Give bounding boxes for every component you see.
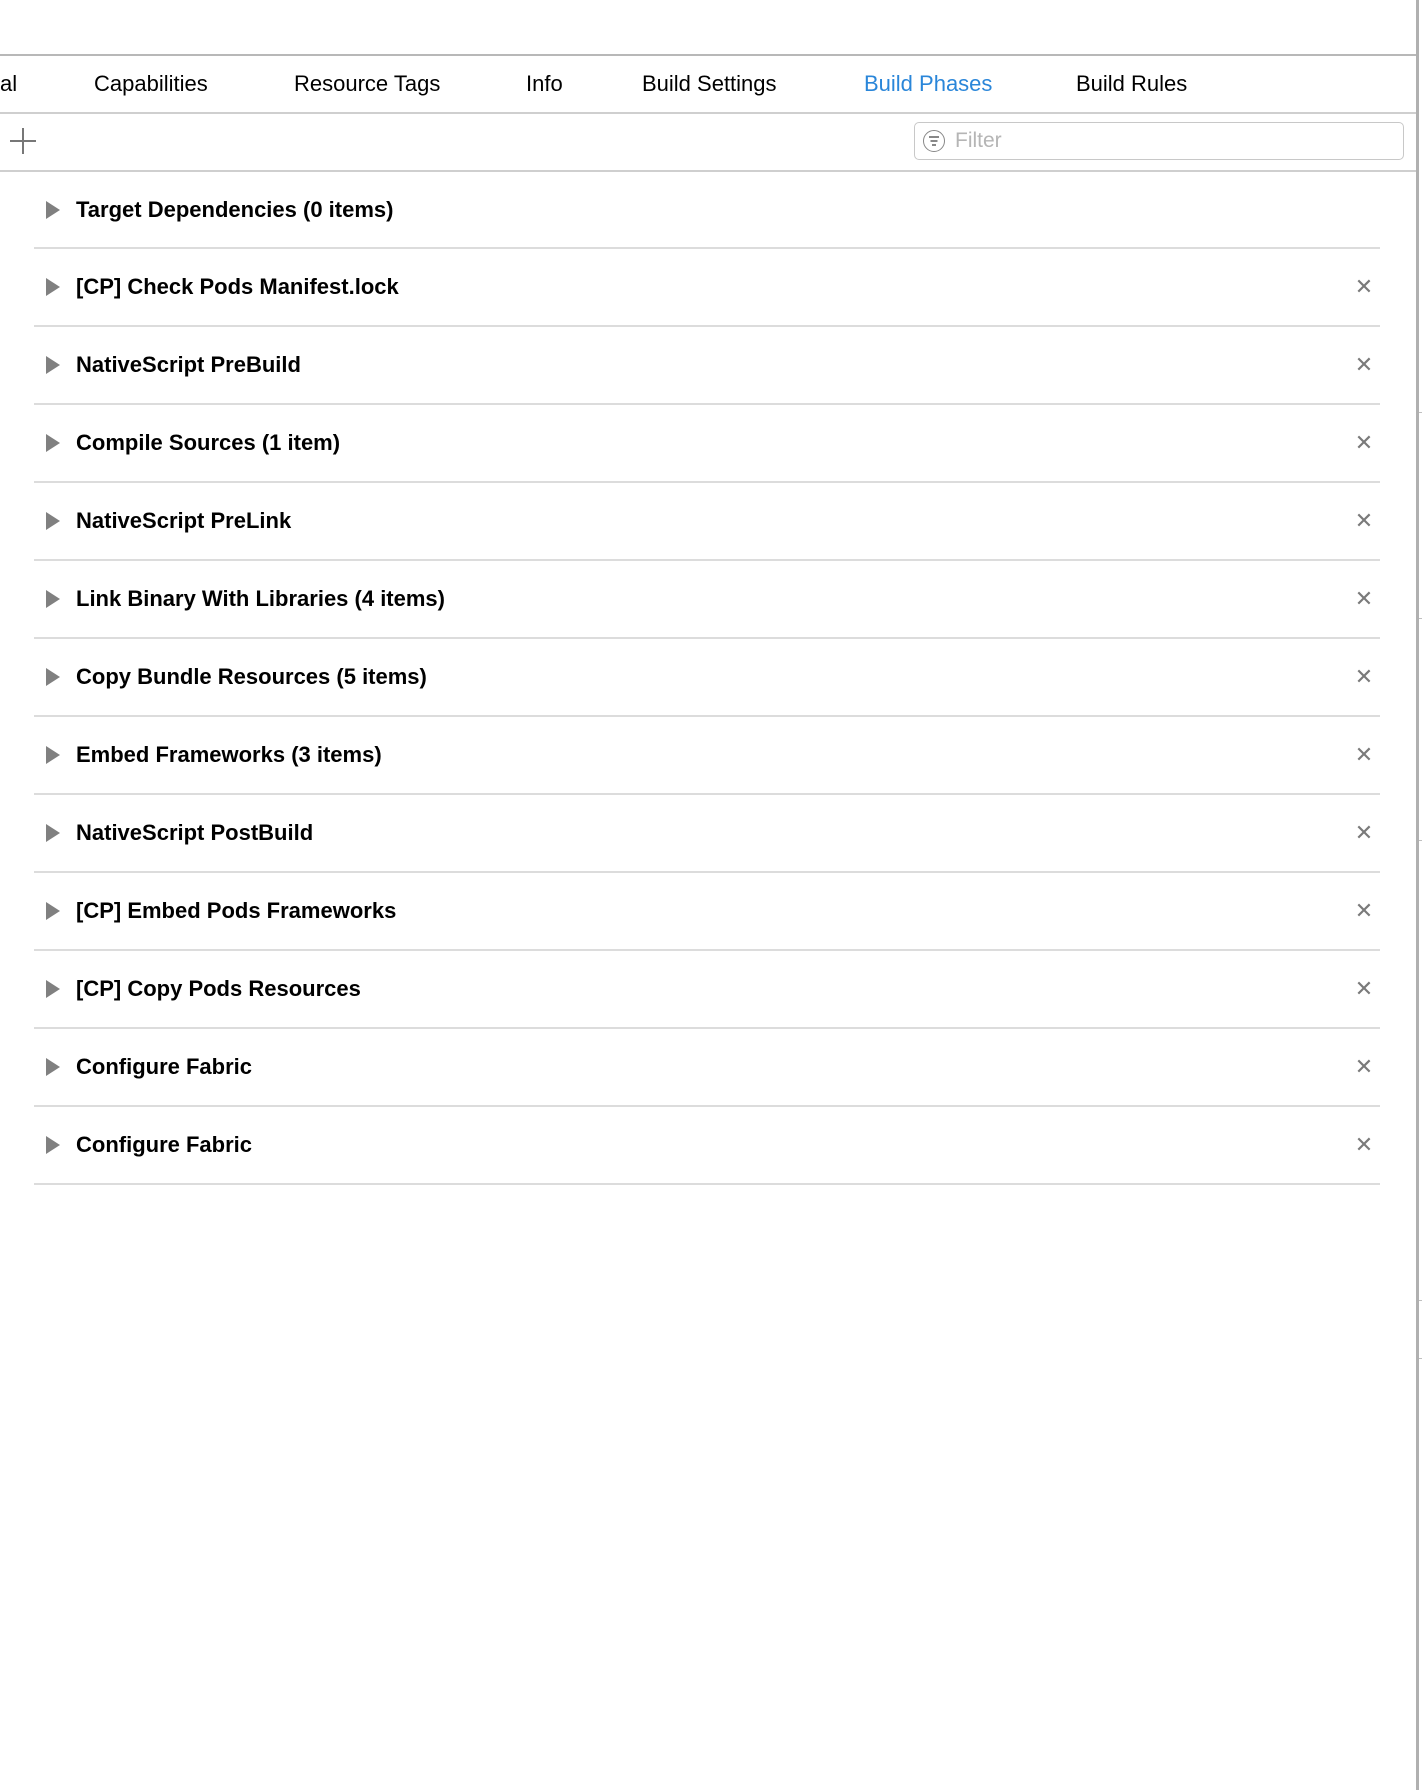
add-phase-button[interactable] xyxy=(10,128,36,154)
build-phase-title: [CP] Check Pods Manifest.lock xyxy=(76,274,399,299)
disclosure-triangle-icon[interactable] xyxy=(46,980,60,998)
delete-phase-close-icon[interactable]: ✕ xyxy=(1354,898,1374,923)
build-phase-row[interactable] xyxy=(34,1107,1380,1185)
build-phase-row[interactable] xyxy=(34,561,1380,639)
tab-build-settings[interactable]: Build Settings xyxy=(642,71,777,96)
tab-build-rules[interactable]: Build Rules xyxy=(1076,71,1188,96)
disclosure-triangle-icon[interactable] xyxy=(46,590,60,608)
delete-phase-close-icon[interactable]: ✕ xyxy=(1354,1054,1374,1079)
build-phase-row[interactable] xyxy=(34,172,1380,249)
build-phase-title: Configure Fabric xyxy=(76,1054,253,1079)
build-phase-title: [CP] Embed Pods Frameworks xyxy=(76,898,397,923)
delete-phase-close-icon[interactable]: ✕ xyxy=(1354,664,1374,689)
disclosure-triangle-icon[interactable] xyxy=(46,746,60,764)
build-phase-title: NativeScript PreBuild xyxy=(76,352,301,377)
tab-resource-tags[interactable]: Resource Tags xyxy=(294,71,441,96)
phases-toolbar xyxy=(0,114,1417,170)
delete-phase-close-icon[interactable]: ✕ xyxy=(1354,586,1374,611)
build-phase-row[interactable] xyxy=(34,327,1380,405)
build-phase-row[interactable] xyxy=(34,639,1380,717)
delete-phase-close-icon[interactable]: ✕ xyxy=(1354,274,1374,299)
disclosure-triangle-icon[interactable] xyxy=(46,201,60,219)
delete-phase-close-icon[interactable]: ✕ xyxy=(1354,976,1374,1001)
filter-icon xyxy=(923,130,945,152)
disclosure-triangle-icon[interactable] xyxy=(46,668,60,686)
disclosure-triangle-icon[interactable] xyxy=(46,1058,60,1076)
editor-tab-bar xyxy=(0,56,1417,112)
build-phase-title: NativeScript PostBuild xyxy=(76,820,314,845)
delete-phase-close-icon[interactable]: ✕ xyxy=(1354,352,1374,377)
tab-info[interactable]: Info xyxy=(526,71,563,96)
tab-capabilities[interactable]: Capabilities xyxy=(94,71,208,96)
delete-phase-close-icon[interactable]: ✕ xyxy=(1354,1132,1374,1157)
tab-build-phases[interactable]: Build Phases xyxy=(864,71,993,96)
disclosure-triangle-icon[interactable] xyxy=(46,356,60,374)
disclosure-triangle-icon[interactable] xyxy=(46,434,60,452)
scrollbar[interactable] xyxy=(1416,0,1419,1790)
build-phase-title: Embed Frameworks (3 items) xyxy=(76,742,382,767)
build-phase-row[interactable] xyxy=(34,483,1380,561)
delete-phase-close-icon[interactable]: ✕ xyxy=(1354,820,1374,845)
build-phase-title: Target Dependencies (0 items) xyxy=(76,196,394,222)
tab-general[interactable]: al xyxy=(0,71,18,96)
build-phase-row[interactable] xyxy=(34,249,1380,327)
build-phase-row[interactable] xyxy=(34,405,1380,483)
disclosure-triangle-icon[interactable] xyxy=(46,278,60,296)
disclosure-triangle-icon[interactable] xyxy=(46,824,60,842)
disclosure-triangle-icon[interactable] xyxy=(46,1136,60,1154)
build-phase-row[interactable] xyxy=(34,951,1380,1029)
build-phase-title: Configure Fabric xyxy=(76,1132,253,1157)
build-phase-title: Link Binary With Libraries (4 items) xyxy=(76,586,445,611)
build-phase-title: [CP] Copy Pods Resources xyxy=(76,976,361,1001)
build-phase-row[interactable] xyxy=(34,795,1380,873)
disclosure-triangle-icon[interactable] xyxy=(46,902,60,920)
build-phase-title: Compile Sources (1 item) xyxy=(76,430,341,455)
build-phase-title: Copy Bundle Resources (5 items) xyxy=(76,664,427,689)
build-phases-list xyxy=(34,172,1380,1185)
delete-phase-close-icon[interactable]: ✕ xyxy=(1354,742,1374,767)
build-phase-title: NativeScript PreLink xyxy=(76,508,292,533)
filter-input[interactable] xyxy=(955,127,1395,155)
build-phase-row[interactable] xyxy=(34,1029,1380,1107)
build-phase-row[interactable] xyxy=(34,873,1380,951)
filter-field[interactable] xyxy=(914,122,1404,160)
delete-phase-close-icon[interactable]: ✕ xyxy=(1354,508,1374,533)
delete-phase-close-icon[interactable]: ✕ xyxy=(1354,430,1374,455)
build-phase-row[interactable] xyxy=(34,717,1380,795)
disclosure-triangle-icon[interactable] xyxy=(46,512,60,530)
